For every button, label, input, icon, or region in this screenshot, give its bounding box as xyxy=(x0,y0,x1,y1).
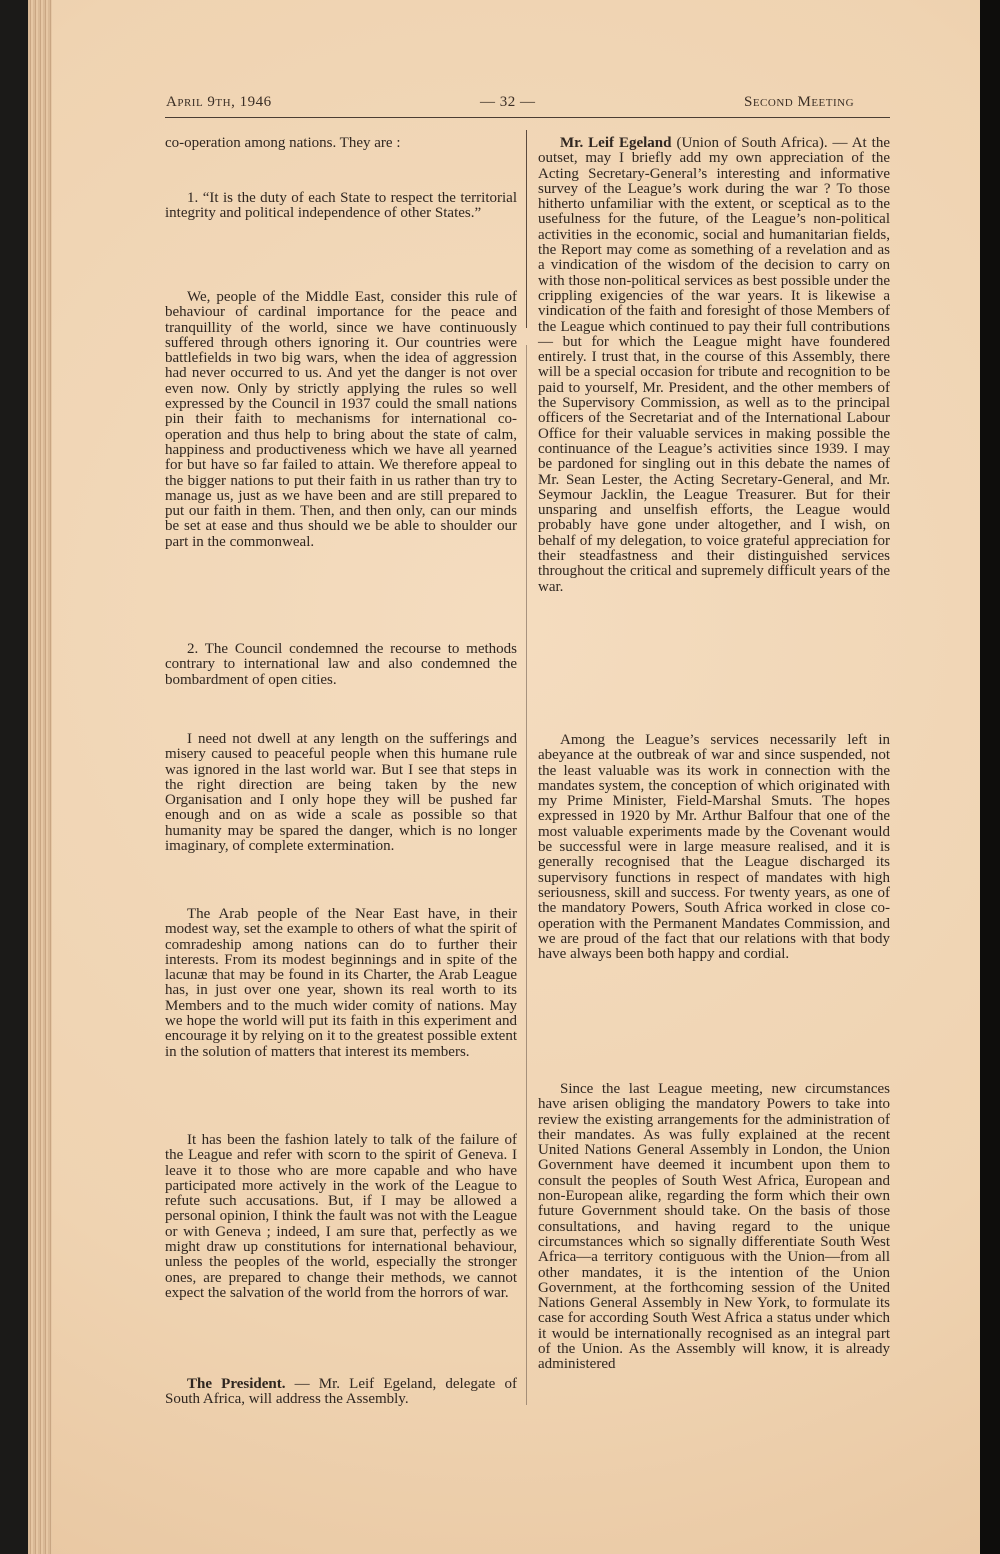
header-rule xyxy=(165,117,890,118)
paragraph: It has been the fashion lately to talk of the failure of the League and refer with scorn to the spirit of Geneva. I leave it to those who are more capable and who have participated more actively in the work of the League to refute such accusations. But, if I may be allowed a personal opinion, I think the fault was not with the League or with Geneva ; indeed, I am sure that, perfectly as we might draw up constitutions for international behaviour, unless the peoples of the world, especially the stronger ones, are prepared to change their methods, we cannot expect the salvation of the world from the horrors of war. xyxy=(165,1132,517,1301)
header-page-number: — 32 — xyxy=(480,94,536,110)
speaker-name: Mr. Leif Egeland xyxy=(560,135,672,151)
binding-shadow xyxy=(980,0,1000,1554)
paragraph: co-operation among nations. They are : xyxy=(165,135,401,151)
president-statement xyxy=(165,1377,517,1408)
paragraph: We, people of the Middle East, consider this rule of behaviour of cardinal importance for the peace and tranquillity of the world, since we have continuously suffered through others ignoring it. Our countries were battlefields in two big wars, when the idea of aggression had never occurred to us. And yet the danger is not over even now. Only by strictly applying the rules so well expressed by the Council in 1937 could the small nations pin their faith to mechanisms for international co-operation and thus help to bring about the state of calm, happiness and productiveness which we have all yearned for but have so far failed to attain. We therefore appeal to the bigger nations to put their faith in us rather than try to manage us, just as we have been and are still prepared to put our faith in them. Then, and then only, can our minds be set at ease and thus should we be able to shoulder our part in the commonweal. xyxy=(165,289,517,550)
column-rule xyxy=(526,345,527,1405)
egeland-statement xyxy=(538,136,890,595)
header-date: April 9th, 1946 xyxy=(166,94,272,110)
quote-1: 1. “It is the duty of each State to respect the territorial integrity and political independence of other States.” xyxy=(165,190,517,222)
paragraph: I need not dwell at any length on the sufferings and misery caused to peaceful people when this humane rule was ignored in the last world war. But I see that steps in the right direction are being taken by the new Organisation and I only hope they will be pushed far enough and on as wide a scale as possible so that humanity may be spared the danger, which is no longer imaginary, of complete extermination. xyxy=(165,731,517,855)
paragraph: Among the League’s services necessarily left in abeyance at the outbreak of war and since suspended, not the least valuable was its work in connection with the mandates system, the conception of which originated with my Prime Minister, Field-Marshal Smuts. The hopes expressed in 1920 by Mr. Arthur Balfour that one of the most valuable experiments made by the Covenant would be successful were in large measure realised, and it is generally recognised that the League discharged its supervisory functions in respect of mandates with high seriousness, skill and success. For twenty years, as one of the mandatory Powers, South Africa worked in close co-operation with the Permanent Mandates Commission, and we are proud of the fact that our relations with that body have always been both happy and cordial. xyxy=(538,732,890,963)
speaker-name: The President. xyxy=(187,1376,286,1392)
quote-2: 2. The Council condemned the recourse to methods contrary to international law and also condemned the bombardment of open cities. xyxy=(165,641,517,688)
statement-text: — Mr. Leif Egeland, delegate of South Africa, will address the Assembly. xyxy=(165,1376,517,1408)
page-edge xyxy=(28,0,52,1554)
header-meeting: Second Meeting xyxy=(744,94,855,110)
paragraph: Since the last League meeting, new circumstances have arisen obliging the mandatory Powers to take into review the existing arrangements for the administration of their mandates. As was fully explained at the recent United Nations General Assembly in London, the Union Government have deemed it incumbent upon them to consult the peoples of South West Africa, European and non-European alike, regarding the form which their own future Government should take. On the basis of those consultations, and having regard to the unique circumstances which so signally differentiate South West Africa—a territory contiguous with the Union—from all other mandates, it is the intention of the Union Government, at the forthcoming session of the United Nations General Assembly in New York, to formulate its case for according South West Africa a status under which it would be internationally recognised as an integral part of the Union. As the Assembly will know, it is already administered xyxy=(538,1081,890,1373)
statement-text: (Union of South Africa). — At the outset, may I briefly add my own appreciation of the Acting Secretary-General’s interesting and informative survey of the League’s work during the war ? To those hitherto unfamiliar with the extent, or sceptical as to the usefulness for the future, of the League’s non-political activities in the economic, social and humanitarian fields, the Report may come as something of a revelation and as a vindication of the wisdom of the decision to carry on with those non-political services as best possible under the crippling exigencies of the war years. It is likewise a vindication of the faith and foresight of those Members of the League which continued to pay their full contributions— but for which the League might have foundered entirely. I trust that, in the course of this Assembly, there will be a special occasion for tribute and recognition to be paid to yourself, Mr. President, and the other members of the Supervisory Commission, as well as to the principal officers of the Secretariat and of the International Labour Office for their valuable services in making possible the continuance of the League’s activities since 1939. I may be pardoned for singling out in this debate the names of Mr. Sean Lester, the Acting Secretary-General, and Mr. Seymour Jacklin, the League Treasurer. But for their unsparing and unselfish efforts, the League would probably have gone under altogether, and I wish, on behalf of my delegation, to voice grateful appreciation for their steadfastness and their distinguished services throughout the critical and supremely difficult years of the war. xyxy=(538,135,890,595)
column-rule xyxy=(526,130,527,328)
paragraph: The Arab people of the Near East have, in their modest way, set the example to others of what the spirit of comradeship among nations can do to further their interests. From its modest beginnings and in spite of the lacunæ that may be found in its Charter, the Arab League has, in just over one year, shown its real worth to its Members and to the much wider comity of nations. May we hope the world will put its faith in this experiment and encourage it by relying on it to the greatest possible extent in the solution of matters that interest its members. xyxy=(165,906,517,1060)
